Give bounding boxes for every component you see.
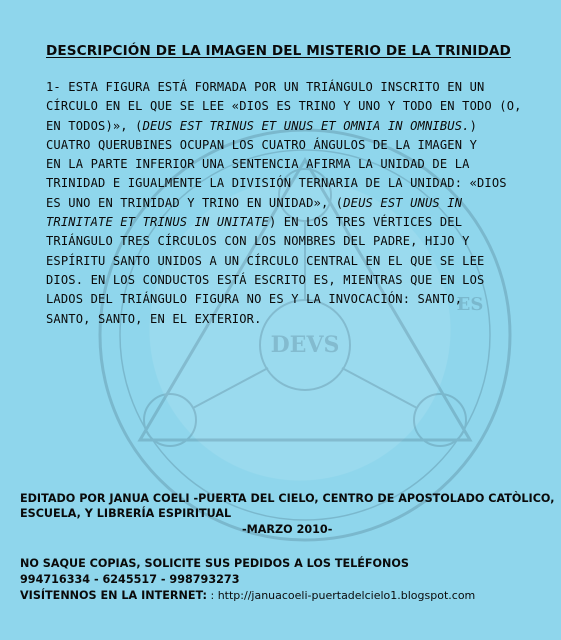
line-text: CUATRO QUERUBINES OCUPAN LOS CUATRO ÁNGULOS DE LA IMAGEN Y — [46, 137, 478, 152]
paragraph-line — [46, 78, 522, 97]
line-text: EN LA PARTE INFERIOR UNA SENTENCIA AFIRMA LA UNIDAD DE LA — [46, 157, 470, 172]
latin-quote: DEUS EST TRINUS ET UNUS ET OMNIA IN OMNIBUS. — [142, 118, 470, 133]
paragraph-line — [46, 232, 522, 251]
website-label: VISÍTENNOS EN LA INTERNET: — [20, 589, 207, 602]
paragraph-line — [46, 97, 522, 116]
paragraph-line — [46, 213, 522, 232]
document-title: DESCRIPCIÓN DE LA IMAGEN DEL MISTERIO DE LA TRINIDAD — [46, 43, 511, 59]
no-copies-notice: NO SAQUE COPIAS, SOLICITE SUS PEDIDOS A LOS TELÉFONOS — [20, 557, 409, 570]
paragraph-line — [46, 252, 522, 271]
edition-date: -MARZO 2010- — [242, 523, 333, 536]
paragraph-line — [46, 271, 522, 290]
paragraph-line — [46, 194, 522, 213]
line-text: ) — [469, 118, 478, 133]
line-text: ) EN LOS TRES VÉRTICES DEL — [268, 215, 463, 230]
svg-text:DEVS: DEVS — [270, 332, 340, 358]
line-text: ESPÍRITU SANTO UNIDOS A UN CÍRCULO CENTRAL EN EL QUE SE LEE — [46, 253, 485, 268]
latin-quote: DEUS EST UNUS IN — [343, 195, 463, 210]
line-text: ES UNO EN TRINIDAD Y TRINO EN UNIDAD», ( — [46, 195, 344, 210]
website-line — [20, 588, 550, 603]
editor-line-2: ESCUELA, Y LIBRERÍA ESPIRITUAL — [20, 507, 232, 520]
line-text: SANTO, SANTO, EN EL EXTERIOR. — [46, 311, 262, 326]
line-text: EN TODOS)», ( — [46, 118, 143, 133]
paragraph-line — [46, 155, 522, 174]
latin-quote: TRINITATE ET TRINUS IN UNITATE — [46, 215, 269, 230]
paragraph-line — [46, 290, 522, 309]
phone-numbers: 994716334 - 6245517 - 998793273 — [20, 573, 240, 586]
line-text: CÍRCULO EN EL QUE SE LEE «DIOS ES TRINO Y UNO Y TODO EN TODO (O, — [46, 99, 522, 114]
line-text: TRINIDAD E IGUALMENTE LA DIVISIÓN TERNARIA DE LA UNIDAD: «DIOS — [46, 176, 507, 191]
line-text: LADOS DEL TRIÁNGULO FIGURA NO ES Y LA INVOCACIÓN: SANTO, — [46, 292, 463, 307]
line-text: 1- ESTA FIGURA ESTÁ FORMADA POR UN TRIÁNGULO INSCRITO EN UN — [46, 80, 485, 94]
paragraph-line — [46, 136, 522, 155]
line-text: TRIÁNGULO TRES CÍRCULOS CON LOS NOMBRES DEL PADRE, HIJO Y — [46, 234, 470, 249]
description-paragraph — [46, 78, 522, 329]
website-url[interactable]: : http://januacoeli-puertadelcielo1.blogspot.com — [207, 589, 476, 602]
paragraph-line — [46, 310, 522, 329]
line-text: DIOS. EN LOS CONDUCTOS ESTÁ ESCRITO ES, MIENTRAS QUE EN LOS — [46, 272, 485, 287]
paragraph-line — [46, 117, 522, 136]
svg-text:ES: ES — [456, 294, 484, 315]
paragraph-line — [46, 174, 522, 193]
editor-line-1: EDITADO POR JANUA COELI -PUERTA DEL CIELO, CENTRO DE APOSTOLADO CATÒLICO, — [20, 492, 555, 505]
